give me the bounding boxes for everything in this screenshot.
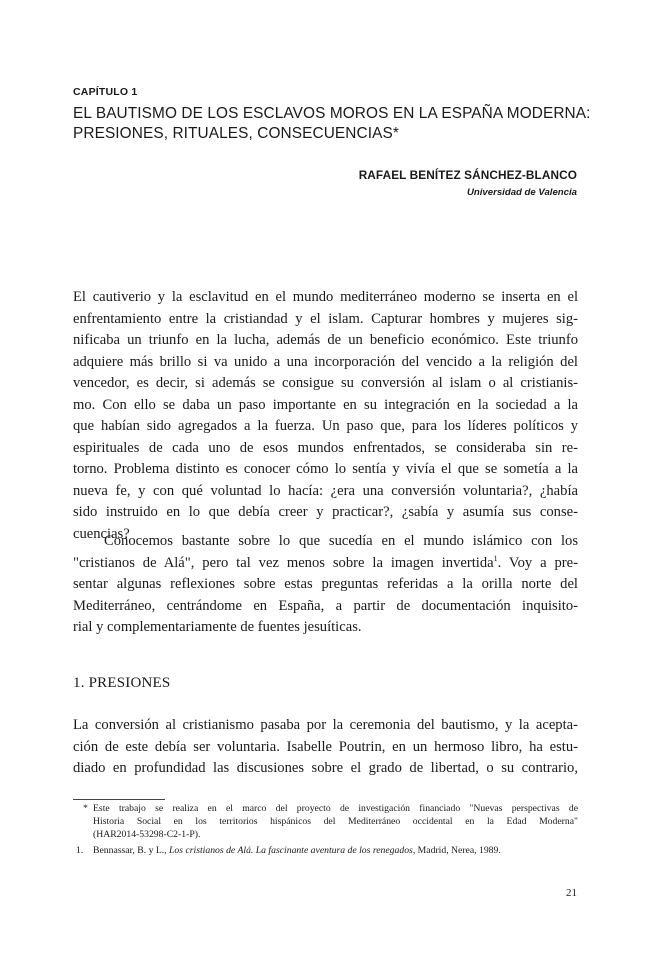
text-line: sido instruido en lo que debía creer y practicar?, ¿sabía y asumía sus conse- <box>73 504 578 520</box>
text-line: rial y complementariamente de fuentes jesuíticas. <box>73 619 362 635</box>
chapter-title <box>73 104 593 144</box>
author-affiliation: Universidad de Valencia <box>466 187 577 198</box>
paragraph-2 <box>73 531 578 639</box>
text-line: cuencias? <box>73 525 130 542</box>
text-line: diado en profundidad las discusiones sobre el grado de libertad, o su contrario, <box>73 760 578 776</box>
footnote-line: Historia Social en los territorios hispánicos del Mediterráneo occidental en la Edad Moderna" <box>93 815 578 827</box>
text-line: La conversión al cristianismo pasaba por la ceremonia del bautismo, y la acepta- <box>73 717 578 733</box>
footnote-text: Bennassar, B. y L., <box>93 845 170 857</box>
footnote-book-title: Los cristianos de Alá. La fascinante aventura de los renegados <box>169 845 413 857</box>
text-segment: . Voy a pre- <box>497 554 578 571</box>
footnote-text: , Madrid, Nerea, 1989. <box>412 845 501 857</box>
footnote-line: (HAR2014-53298-C2-1-P). <box>93 828 201 840</box>
footnote-star <box>73 803 578 841</box>
chapter-label: CAPÍTULO 1 <box>73 86 138 98</box>
text-line: torno. Problema distinto es conocer cómo lo sentía y vivía el que se sometía a la <box>73 461 578 477</box>
text-line: espirituales de cada uno de esos mundos enfrentados, se consideraba sin re- <box>73 439 578 456</box>
footnote-line <box>93 845 578 858</box>
paragraph-3 <box>73 715 578 780</box>
author-name: RAFAEL BENÍTEZ SÁNCHEZ-BLANCO <box>358 168 577 182</box>
text-line: vencedor, es decir, si además se consigue su conversión al islam o al cristianis- <box>73 375 578 391</box>
section-heading: 1. PRESIONES <box>73 675 171 691</box>
text-line: Mediterráneo, centrándome en España, a partir de documentación inquisito- <box>73 597 578 614</box>
chapter-title-line: PRESIONES, RITUALES, CONSECUENCIAS* <box>73 125 399 142</box>
text-line: sentar algunas reflexiones sobre estas preguntas referidas a la orilla norte del <box>73 576 578 592</box>
text-line: nificaba un triunfo en la lucha, además de un beneficio económico. Este triunfo <box>73 332 578 348</box>
text-line: ción de este debía ser voluntaria. Isabelle Poutrin, en un hermoso libro, ha estu- <box>73 738 578 755</box>
text-line: Conocemos bastante sobre lo que sucedía en el mundo islámico con los <box>104 533 578 549</box>
footnote-line: Este trabajo se realiza en el marco del proyecto de investigación financiado "Nuevas perspectivas de <box>93 803 578 814</box>
text-line: El cautiverio y la esclavitud en el mundo mediterráneo moderno se inserta en el <box>73 289 578 305</box>
footnote-marker: * <box>83 803 88 814</box>
paragraph-1 <box>73 287 578 545</box>
footnote-divider <box>73 799 165 800</box>
text-line <box>73 553 578 575</box>
footnote-reference[interactable]: 1 <box>493 553 498 563</box>
chapter-title-line: EL BAUTISMO DE LOS ESCLAVOS MOROS EN LA ESPAÑA MODERNA: <box>73 105 591 122</box>
text-line: enfrentamiento entre la cristiandad y el islam. Capturar hombres y mujeres sig- <box>73 310 578 327</box>
text-line: adquiere más brillo si va unido a una incorporación del vencido a la religión del <box>73 353 578 370</box>
text-line: mo. Con ello se daba un paso importante en su integración en la sociedad a la <box>73 396 578 413</box>
footnote-1 <box>73 845 578 858</box>
footnotes <box>73 803 578 858</box>
text-line: que habían sido agregados a la fuerza. Un paso que, para los líderes políticos y <box>73 418 578 434</box>
page-number: 21 <box>566 887 577 899</box>
text-segment: "cristianos de Alá", pero tal vez menos sobre la imagen invertida <box>73 554 494 571</box>
text-line: nueva fe, y con qué voluntad lo hacía: ¿era una conversión voluntaria?, ¿había <box>73 482 578 499</box>
footnote-marker: 1. <box>76 845 84 857</box>
